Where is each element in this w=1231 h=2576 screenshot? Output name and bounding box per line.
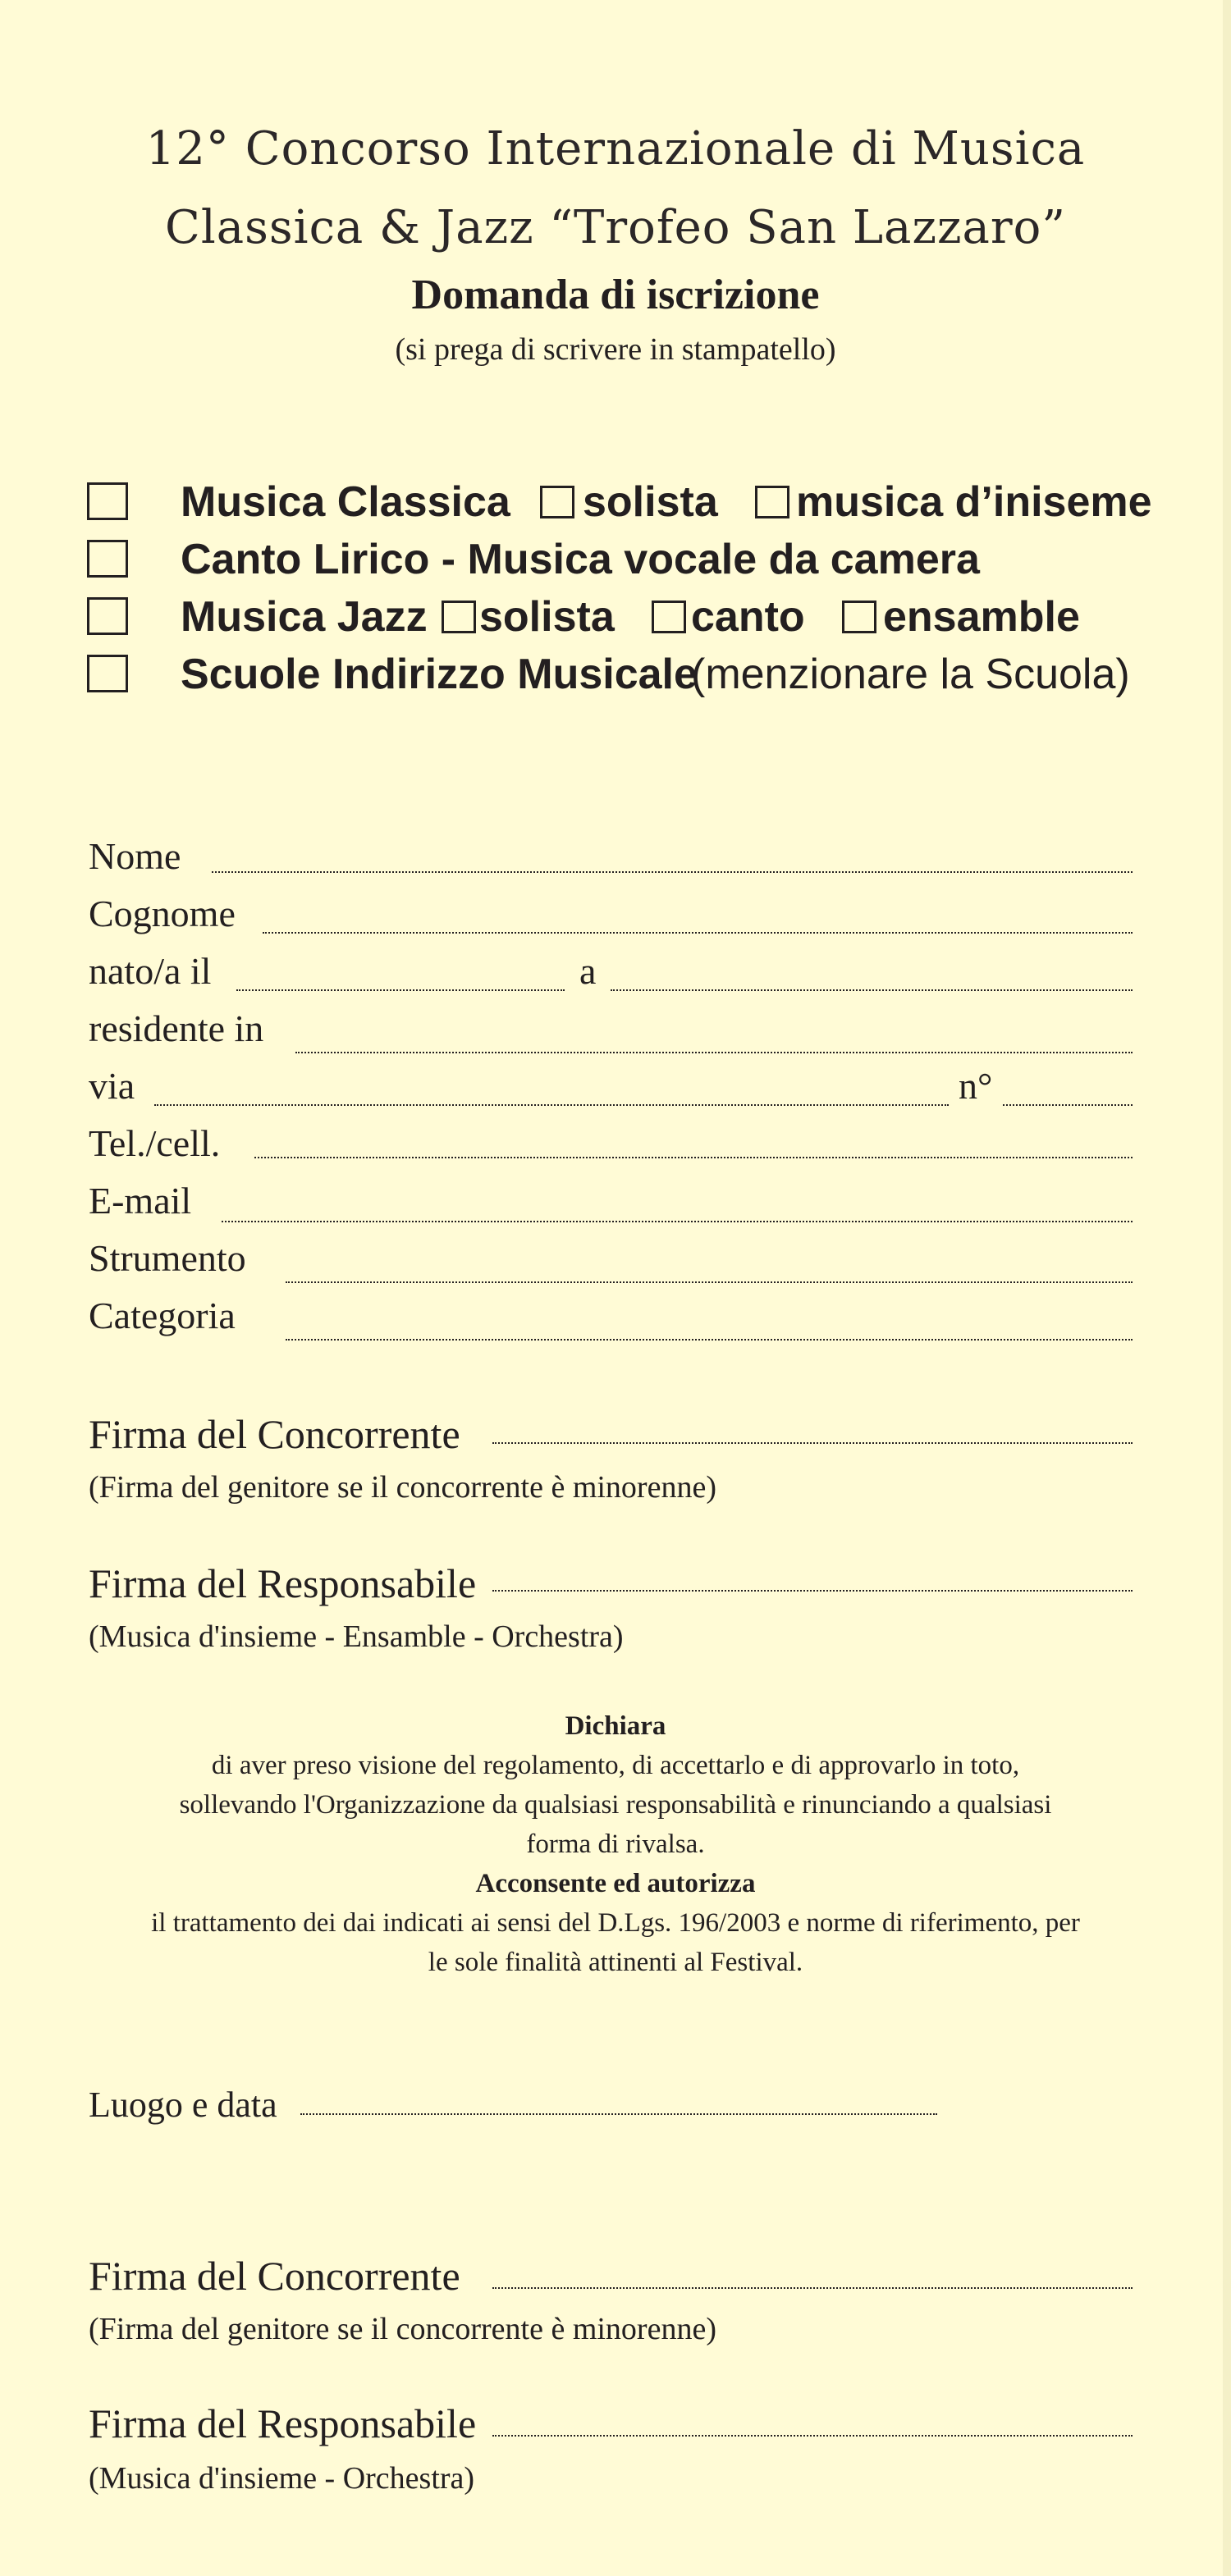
option-label-scuole-musicale: Scuole Indirizzo Musicale [181, 651, 698, 698]
label-residente: residente in [89, 1007, 264, 1049]
checkbox-scuole-musicale[interactable] [87, 655, 128, 692]
checkbox-jazz-ensamble[interactable] [842, 601, 876, 633]
option-row-lirico [0, 533, 1231, 586]
signature-concorrente-label: Firma del Concorrente [89, 1411, 460, 1457]
signature2-responsabile-note: (Musica d'insieme - Orchestra) [89, 2461, 475, 2496]
checkbox-canto-lirico[interactable] [87, 540, 128, 578]
signature2-concorrente-note: (Firma del genitore se il concorrente è minorenne) [89, 2312, 716, 2346]
option-label-canto-lirico: Canto Lirico - Musica vocale da camera [181, 536, 980, 583]
label-nome: Nome [89, 835, 181, 877]
field-luogo-nascita-line[interactable] [611, 989, 1133, 991]
signature2-concorrente-label: Firma del Concorrente [89, 2253, 460, 2299]
option-label-jazz-solista: solista [479, 593, 615, 641]
option-row-classica [0, 476, 1231, 528]
signature-responsabile-note: (Musica d'insieme - Ensamble - Orchestra) [89, 1619, 624, 1654]
field-tel-line[interactable] [254, 1157, 1133, 1158]
label-a: a [579, 950, 597, 992]
checkbox-musica-classica[interactable] [87, 482, 128, 520]
signature-concorrente-line[interactable] [492, 1442, 1133, 1444]
checkbox-classica-insieme[interactable] [755, 486, 789, 518]
form-title-line2: Classica & Jazz “Trofeo San Lazzaro” [165, 201, 1066, 254]
declaration-line2: sollevando l'Organizzazione da qualsiasi responsabilità e rinunciando a qualsiasi [179, 1790, 1052, 1820]
label-tel: Tel./cell. [89, 1122, 221, 1164]
signature-responsabile-label: Firma del Responsabile [89, 1560, 477, 1606]
option-row-jazz [0, 591, 1231, 643]
form-subtitle: Domanda di iscrizione [411, 272, 820, 318]
signature-responsabile-line[interactable] [492, 1590, 1133, 1592]
label-categoria: Categoria [89, 1295, 236, 1336]
declaration-line3: forma di rivalsa. [526, 1829, 705, 1859]
label-via: via [89, 1065, 135, 1107]
option-row-scuole [0, 648, 1231, 701]
field-numero-line[interactable] [1003, 1104, 1133, 1106]
checkbox-classica-solista[interactable] [540, 486, 574, 518]
field-categoria-line[interactable] [286, 1339, 1133, 1341]
option-label-jazz-canto: canto [691, 593, 805, 641]
field-strumento-line[interactable] [286, 1281, 1133, 1283]
option-label-jazz-ensamble: ensamble [883, 593, 1080, 641]
label-email: E-mail [89, 1180, 192, 1222]
checkbox-jazz-solista[interactable] [442, 601, 476, 633]
signature2-responsabile-label: Firma del Responsabile [89, 2400, 477, 2446]
consent-line2: le sole finalità attinenti al Festival. [428, 1948, 803, 1977]
signature2-responsabile-line[interactable] [492, 2435, 1133, 2437]
label-numero: n° [959, 1065, 993, 1107]
option-label-musica-jazz: Musica Jazz [181, 593, 428, 641]
declaration-block [0, 1706, 1231, 1982]
form-instructions: (si prega di scrivere in stampatello) [395, 332, 836, 367]
option-label-classica-solista: solista [583, 478, 718, 526]
field-via-line[interactable] [154, 1104, 949, 1106]
checkbox-musica-jazz[interactable] [87, 597, 128, 635]
declaration-line1: di aver preso visione del regolamento, di accettarlo e di approvarlo in toto, [211, 1751, 1020, 1780]
field-cognome-line[interactable] [263, 932, 1133, 934]
checkbox-jazz-canto[interactable] [652, 601, 686, 633]
signature-concorrente-note: (Firma del genitore se il concorrente è minorenne) [89, 1470, 716, 1505]
page-edge [1223, 0, 1231, 2576]
field-residente-line[interactable] [295, 1052, 1133, 1053]
form-title-line1: 12° Concorso Internazionale di Musica [145, 122, 1086, 176]
label-nato: nato/a il [89, 950, 212, 992]
option-note-scuole: (menzionare la Scuola) [691, 651, 1130, 698]
label-strumento: Strumento [89, 1237, 246, 1279]
declaration-title: Dichiara [565, 1711, 666, 1741]
consent-title: Acconsente ed autorizza [475, 1869, 756, 1898]
field-nato-line[interactable] [236, 989, 565, 991]
option-label-musica-classica: Musica Classica [181, 478, 510, 526]
label-cognome: Cognome [89, 893, 236, 934]
field-nome-line[interactable] [212, 871, 1133, 873]
field-email-line[interactable] [222, 1221, 1133, 1222]
consent-line1: il trattamento dei dai indicati ai sensi del D.Lgs. 196/2003 e norme di riferimento, per [151, 1908, 1080, 1938]
label-luogo-data: Luogo e data [89, 2085, 277, 2125]
signature2-concorrente-line[interactable] [492, 2287, 1133, 2289]
option-label-classica-insieme: musica d’iniseme [796, 478, 1152, 526]
field-luogo-data-line[interactable] [300, 2113, 937, 2115]
